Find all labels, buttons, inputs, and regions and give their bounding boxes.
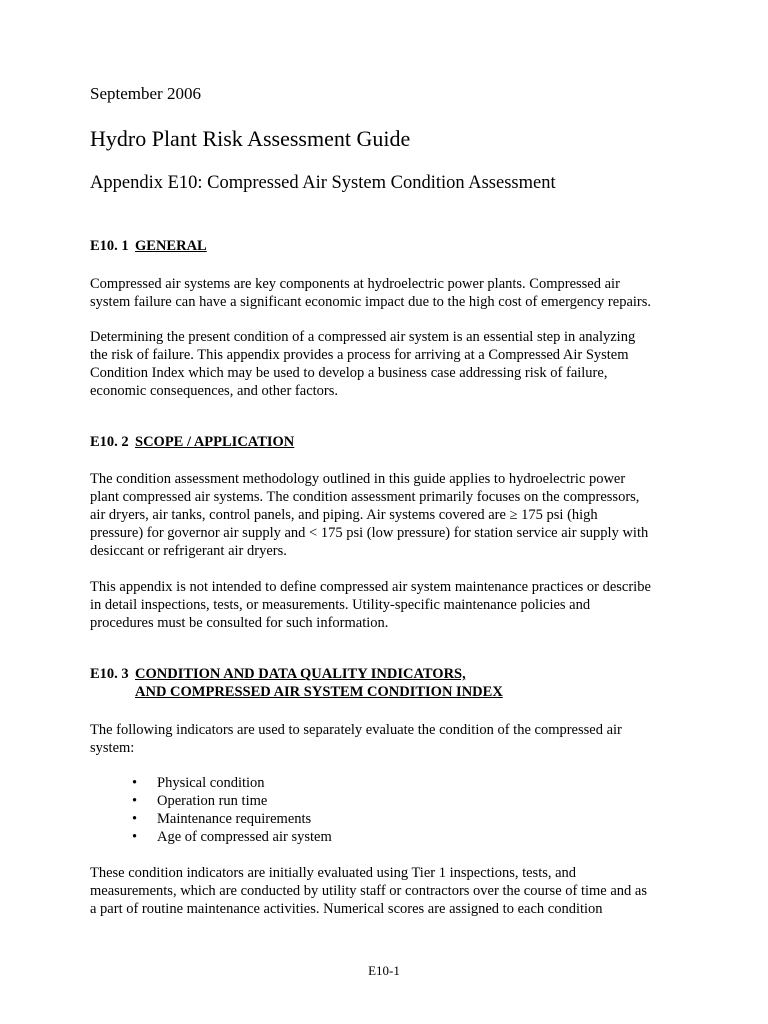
list-item: • Operation run time	[132, 792, 332, 810]
section-title: CONDITION AND DATA QUALITY INDICATORS,	[135, 666, 466, 682]
section-heading-general	[90, 238, 207, 255]
text-line: system:	[90, 740, 135, 756]
section-heading-indicators-line2	[135, 684, 503, 701]
list-item: • Maintenance requirements	[132, 810, 332, 828]
list-item: • Physical condition	[132, 774, 332, 792]
text-line: procedures must be consulted for such information.	[90, 615, 389, 631]
indicator-list	[132, 774, 332, 846]
text-line: These condition indicators are initially evaluated using Tier 1 inspections, tests, and	[90, 865, 577, 881]
page-number: E10-1	[368, 963, 400, 978]
paragraph	[90, 328, 690, 400]
section-number: E10. 3	[90, 666, 129, 682]
appendix-heading: Appendix E10: Compressed Air System Condition Assessment	[90, 173, 556, 193]
paragraph	[90, 578, 690, 632]
text-line: The condition assessment methodology outlined in this guide applies to hydroelectric power	[90, 471, 626, 487]
text-line: Condition Index which may be used to develop a business case addressing risk of failure,	[90, 365, 608, 381]
text-line: in detail inspections, tests, or measurements. Utility-specific maintenance policies and	[90, 597, 591, 613]
text-line: Compressed air systems are key components at hydroelectric power plants. Compressed air	[90, 276, 620, 292]
section-title: SCOPE / APPLICATION	[135, 434, 295, 450]
text-line: economic consequences, and other factors.	[90, 383, 339, 399]
text-line: The following indicators are used to separately evaluate the condition of the compressed air	[90, 722, 622, 738]
text-line: measurements, which are conducted by utility staff or contractors over the course of time and as	[90, 883, 647, 899]
text-line: Determining the present condition of a compressed air system is an essential step in analyzing	[90, 329, 636, 345]
text-line: the risk of failure. This appendix provides a process for arriving at a Compressed Air System	[90, 347, 629, 363]
text-line: a part of routine maintenance activities. Numerical scores are assigned to each condition	[90, 901, 603, 917]
paragraph	[90, 470, 690, 560]
paragraph	[90, 864, 690, 918]
text-line: desiccant or refrigerant air dryers.	[90, 543, 287, 559]
section-title: AND COMPRESSED AIR SYSTEM CONDITION INDEX	[135, 684, 503, 700]
text-line: This appendix is not intended to define compressed air system maintenance practices or describe	[90, 579, 651, 595]
list-item: • Age of compressed air system	[132, 828, 332, 846]
document-date: September 2006	[90, 84, 201, 103]
text-line: air dryers, air tanks, control panels, and piping. Air systems covered are ≥ 175 psi (high	[90, 507, 598, 523]
paragraph	[90, 721, 690, 757]
section-heading-indicators	[90, 666, 466, 683]
section-title: GENERAL	[135, 238, 207, 254]
section-number: E10. 1	[90, 238, 129, 254]
text-line: plant compressed air systems. The condition assessment primarily focuses on the compressors,	[90, 489, 640, 505]
text-line: system failure can have a significant economic impact due to the high cost of emergency repairs.	[90, 294, 652, 310]
paragraph	[90, 275, 690, 311]
section-number: E10. 2	[90, 434, 129, 450]
document-title: Hydro Plant Risk Assessment Guide	[90, 126, 411, 151]
text-line: pressure) for governor air supply and < 175 psi (low pressure) for station service air supply with	[90, 525, 649, 541]
section-heading-scope	[90, 434, 294, 451]
